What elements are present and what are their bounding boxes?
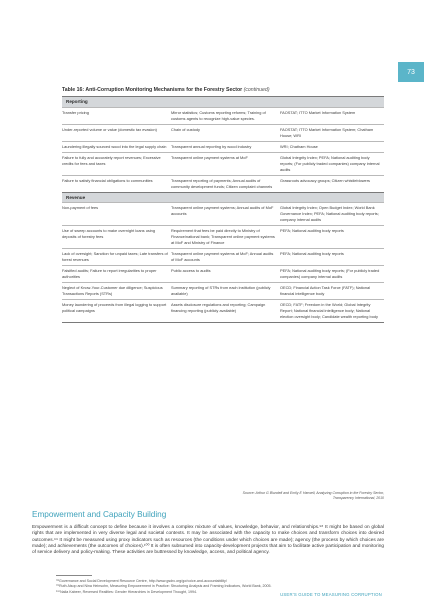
risk-cell: Lack of oversight; Sanction for unpaid taxes; Late transfers of forest revenues [62, 251, 168, 263]
table-row [62, 202, 384, 225]
mechanism-cell: Transparent online payment systems at MoF; Annual audits of MoF accounts [171, 251, 274, 263]
footnote: ⁹⁹Ruth Alsop and Nina Heinsohn, Measuring Empowerment in Practice: Structuring Analysis and Framing Indicators, World Bank, 2005. [56, 584, 272, 589]
body-paragraph: Empowerment is a difficult concept to define because it involves a complex mixture of values, knowledge, behavior, and relationships.⁹⁸ It might be based on global rights that are implemented in very diverse legal and societal contexts. It may be associated with the capacity to make choices and transform choices into desired outcomes.⁹⁹ It might be measured using proxy indicators such as resources (the conditions under which choices are made); agency (the process by which choices are made); and achievements (the outcomes of choices).¹⁰⁰ It is often subsumed into capacity-development projects that aim to facilitate active participation and monitoring of service delivery and policy-making. These activities are buttressed by knowledge, access, and political agency. [32, 525, 384, 556]
source-cell: OECD; FATF; Freedom in the World; Global Integrity Report; National financial intelligence body; National election oversight body; Candidate wealth reporting body [280, 302, 378, 320]
table-section-heading: Revenue [62, 192, 384, 203]
mechanism-cell: Public access to audits [171, 268, 211, 274]
mechanism-cell: Transparent reporting of payments; Annual audits of community development funds; Citizen complaint channels [171, 177, 273, 189]
source-cell: PEFA; National auditing body reports [280, 251, 344, 257]
table-title-main: Table 16: Anti-Corruption Monitoring Mechanisms for the Forestry Sector [62, 87, 243, 93]
section-heading: Empowerment and Capacity Building [32, 510, 167, 519]
table-row [62, 248, 384, 265]
mechanism-cell: Requirement that fees be paid directly to Ministry of Finance/national bank; Transparent online payment systems at MoF and Ministry of Finance [171, 228, 275, 246]
mechanism-cell: Assets disclosure regulations and reporting; Campaign financing reporting (publicly available) [171, 302, 266, 314]
source-cell: Global Integrity Index; Open Budget Index; World Bank Governance Index; PEFA; National auditing body reports; company internal audits [280, 205, 379, 223]
table-row [62, 107, 384, 124]
source-line: Transparency International, 2010 [332, 496, 384, 500]
mechanisms-table [62, 96, 384, 323]
table-row [62, 152, 384, 175]
table-row [62, 225, 384, 248]
footnote: ⁹⁸Governance and Social Development Resource Centre, http://www.gsdrc.org/go/voice-and-accountability/ [56, 579, 227, 583]
risk-cell: Non-payment of fees [62, 205, 99, 211]
risk-cell: Use of sweep accounts to make overnight loans using deposits of forestry fees [62, 228, 155, 240]
source-cell: FAOSTAT; ITTO Market Information System; Chatham House; WRI [280, 126, 374, 138]
table-row [62, 265, 384, 282]
source-cell: PEFA; National auditing body reports [280, 228, 344, 234]
table-title [62, 87, 270, 93]
footnote-divider [56, 575, 92, 576]
risk-cell: Transfer pricing [62, 109, 89, 115]
mechanism-cell: Summary reporting of STRs from each institution (publicly available) [171, 285, 271, 297]
table-row [62, 141, 384, 152]
source-cell: Grassroots advocacy groups; Citizen whistleblowers [280, 177, 370, 183]
risk-cell: Failure to fully and accurately report revenues; Excessive credits for fees and taxes [62, 154, 161, 166]
risk-cell: Failure to satisfy financial obligations to communities [62, 177, 153, 183]
risk-cell: Under-reported volume or value (domestic tax evasion) [62, 126, 157, 132]
mechanism-cell: Transparent online payment systems; Annual audits of MoF accounts [171, 205, 274, 217]
table-row [62, 124, 384, 141]
mechanism-cell: Chain of custody [171, 126, 200, 132]
risk-cell: Falsified audits; Failure to report irregularities to proper authorities [62, 268, 157, 280]
source-cell: OECD; Financial Action Task Force (FATF); National financial intelligence body [280, 285, 371, 297]
mechanism-cell: Transparent annual reporting by wood industry [171, 143, 252, 149]
risk-cell: Neglect of Know-Your-Customer due diligence; Suspicious Transactions Reports (STRs) [62, 285, 163, 297]
risk-cell: Money laundering of proceeds from illegal logging to support political campaigns [62, 302, 167, 314]
mechanism-cell: Mirror statistics; Customs reporting reforms; Training of customs agents to recognize high-value species. [171, 109, 266, 121]
source-cell: PEFA; National auditing body reports; (For publicly traded companies) company internal audits [280, 268, 380, 280]
table-row [62, 282, 384, 299]
source-cell: Global Integrity Index; PEFA; National auditing body reports; (For publicly traded companies) company internal audits [280, 154, 380, 172]
risk-cell: Laundering illegally sourced wood into the legal supply chain [62, 143, 167, 149]
source-cell: WRI; Chatham House [280, 143, 318, 149]
source-line: Source: Arthur G Blundell and Emily E Harwell, Analyzing Corruption in the Forestry Sector, [242, 491, 384, 495]
mechanism-cell: Transparent online payment systems at MoF [171, 154, 248, 160]
running-footer: USER'S GUIDE TO MEASURING CORRUPTION [280, 592, 382, 597]
table-row [62, 175, 384, 192]
table-bottom-rule [62, 322, 384, 323]
page-number-tab: 73 [398, 62, 424, 82]
table-title-continued: (continued) [243, 87, 270, 93]
table-section-heading: Reporting [62, 96, 384, 107]
source-cell: FAOSTAT; ITTO Market Information System [280, 109, 356, 115]
footnote: ¹⁰⁰Naila Kabeer, Reversed Realities: Gender Hierarchies in Development Thought, 1994. [56, 589, 198, 594]
table-source [204, 491, 384, 501]
table-row [62, 299, 384, 322]
